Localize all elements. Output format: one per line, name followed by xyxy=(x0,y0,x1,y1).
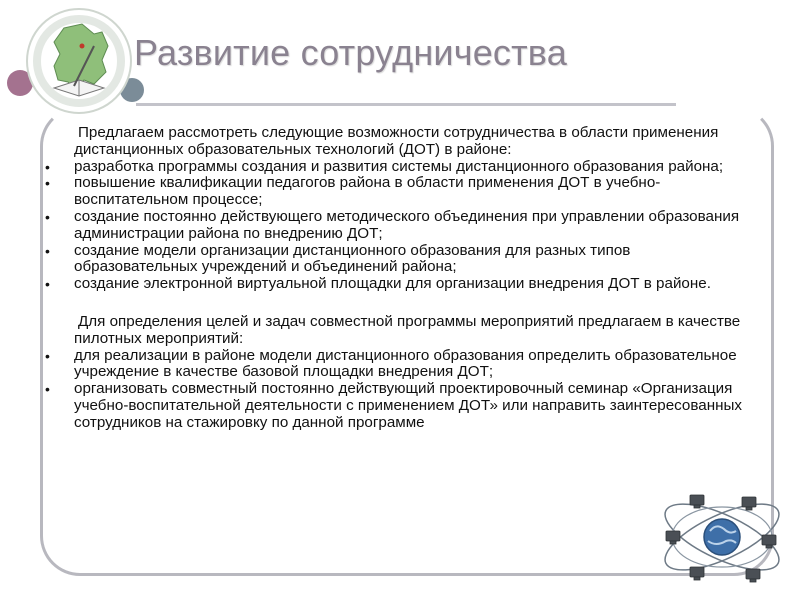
section1-intro: Предлагаем рассмотреть следующие возможности сотрудничества в области применения дистанционных образовательных технологий (ДОТ) в районе: xyxy=(74,124,719,158)
page-title: Развитие сотрудничества xyxy=(134,32,567,73)
list-item: повышение квалификации педагогов района в области применения ДОТ в учебно-воспитательном процессе; xyxy=(74,174,661,209)
list-item: разработка программы создания и развития системы дистанционного образования района; xyxy=(74,157,724,175)
list-item: организовать совместный постоянно действующий проектировочный семинар «Организация учебно-воспитательной деятельности с применением ДОТ» или направить заинтересованных сотрудников на стажировку по данной программе xyxy=(74,380,743,431)
list-item: создание постоянно действующего методического объединения при управлении образования администрации района по внедрению ДОТ; xyxy=(74,207,740,242)
list-item: создание модели организации дистанционного образования для разных типов образовательных учреждений и объединений района; xyxy=(74,241,631,276)
list-item: создание электронной виртуальной площадки для организации внедрения ДОТ в районе. xyxy=(74,275,711,293)
section1-list xyxy=(44,159,744,293)
slide-content xyxy=(44,125,744,432)
section2-list xyxy=(44,348,744,432)
section2-intro: Для определения целей и задач совместной программы мероприятий предлагаем в качестве пилотных мероприятий: xyxy=(74,312,741,347)
emblem-icon xyxy=(24,6,134,116)
network-globe-icon xyxy=(650,475,790,593)
list-item: для реализации в районе модели дистанционного образования определить образовательное учреждение в качестве базовой площадки внедрения ДОТ; xyxy=(74,346,737,381)
